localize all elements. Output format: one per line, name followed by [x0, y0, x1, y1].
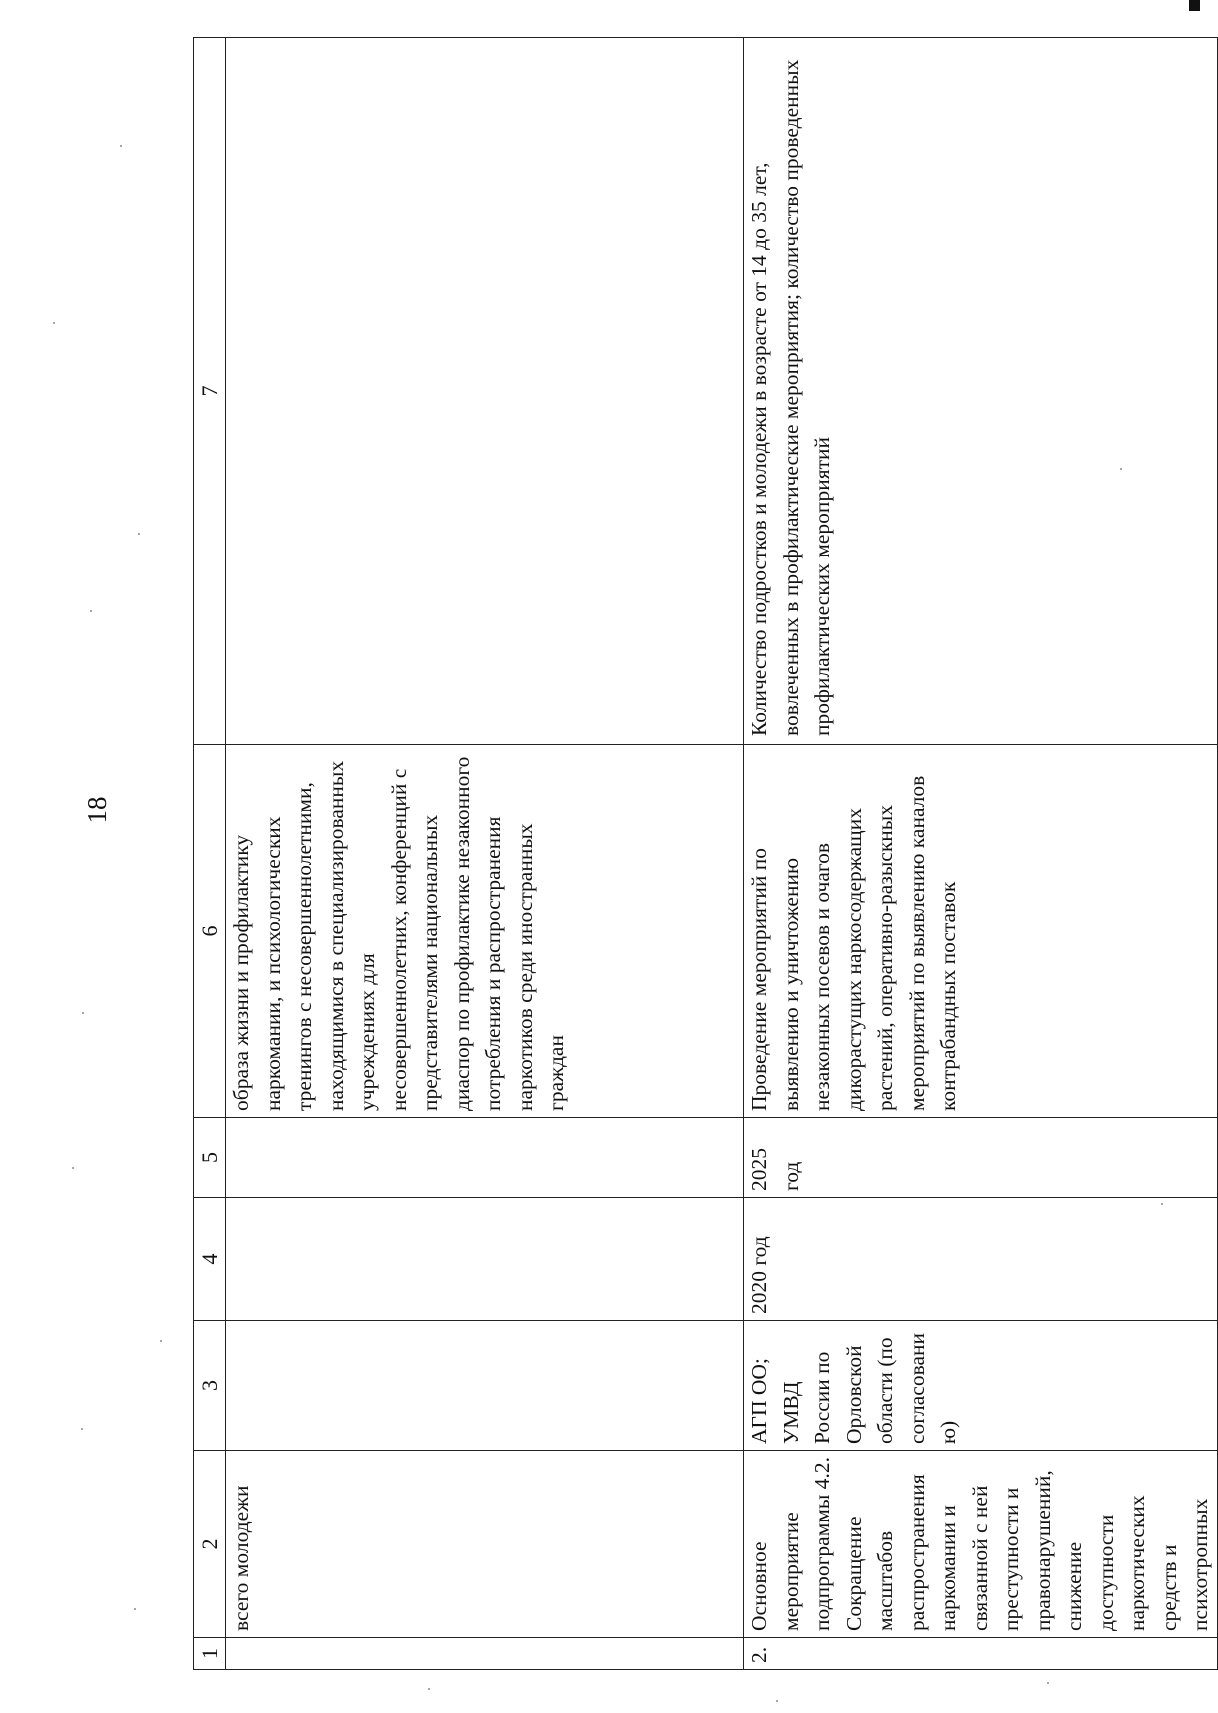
table-row [744, 38, 1218, 1670]
column-header: 2 [194, 1451, 226, 1638]
column-header: 5 [194, 1118, 226, 1198]
description-cell: образа жизни и профилактику наркомании, и психологических тренингов с несовершеннолетними, находящимися в специализированных учреждениях для несовершеннолетних, конференций с представителями национальных диаспор по профилактике незаконного потребления и распространения наркотиков среди иностранных граждан [226, 745, 744, 1118]
scan-edge-mark [1189, 0, 1200, 11]
activity-name-cell: Основное мероприятие подпрограммы 4.2. Сокращение масштабов распространения наркомании и связанной с ней преступности и правонарушений, снижение доступности наркотических средств и психотропных [744, 1451, 1218, 1638]
header-row [194, 38, 226, 1670]
column-header: 3 [194, 1321, 226, 1451]
document-table [193, 38, 1212, 1670]
activity-name-cell: всего молодежи [226, 1451, 744, 1638]
row-number-cell: 2. [744, 1638, 1218, 1670]
column-header: 6 [194, 745, 226, 1118]
column-header: 4 [194, 1198, 226, 1321]
column-header: 7 [194, 38, 226, 745]
start-date-cell: 2020 год [744, 1198, 1218, 1321]
end-date-cell [226, 1118, 744, 1198]
executor-cell [226, 1321, 744, 1451]
row-number-cell [226, 1638, 744, 1670]
indicator-cell [226, 38, 744, 745]
start-date-cell [226, 1198, 744, 1321]
column-header: 1 [194, 1638, 226, 1670]
page-number: 18 [82, 796, 112, 824]
indicator-cell: Количество подростков и молодежи в возрасте от 14 до 35 лет, вовлеченных в профилактические мероприятия; количество проведенных профилактических мероприятий [744, 38, 1218, 745]
table-row [226, 38, 744, 1670]
executor-cell: АГП ОО; УМВД России по Орловской области (по согласованию) [744, 1321, 1218, 1451]
end-date-cell: 2025 год [744, 1118, 1218, 1198]
description-cell: Проведение мероприятий по выявлению и уничтожению незаконных посевов и очагов дикорастущих наркосодержащих растений, оперативно-разыскных мероприятий по выявлению каналов контрабандных поставок [744, 745, 1218, 1118]
